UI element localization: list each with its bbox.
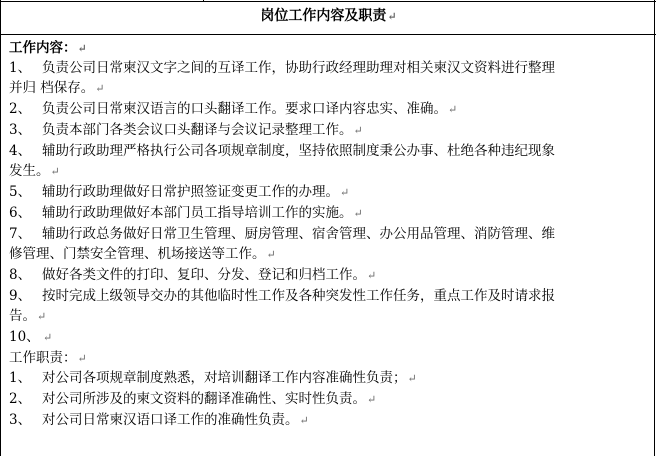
list-item-line [9,141,649,161]
list-item [9,265,649,286]
title-row [1,3,656,35]
list-item-text: 负责公司日常柬汉文字之间的互译工作，协助行政经理助理对相关柬汉文资料进行整理 [42,60,555,76]
paragraph-mark-icon: ↵ [353,207,363,220]
paragraph-mark-icon: ↵ [50,165,60,178]
paragraph-mark-icon: ↵ [37,310,47,323]
paragraph-mark-icon: ↵ [353,124,363,137]
list-item-number: 8、 [9,267,32,283]
list-item-text: 对公司日常柬汉语口译工作的准确性负责。 [42,412,299,428]
list-item-line [9,182,649,203]
list-item [9,368,649,389]
paragraph-mark-icon: ↵ [299,414,309,427]
content-heading [9,38,649,58]
list-item-number: 5、 [9,184,32,200]
list-item-text: 修管理、门禁安全管理、机场接送等工作。 [9,246,266,262]
content-list [9,58,649,348]
list-item-number: 3、 [9,412,32,428]
list-item [9,410,649,431]
list-item-number: 3、 [9,122,32,138]
list-item [9,58,649,99]
duty-heading-text: 工作职责： [9,350,77,366]
list-item-number: 6、 [9,205,32,221]
list-item-continuation [9,306,649,327]
list-item [9,182,649,203]
list-item-line [9,286,649,306]
list-item-continuation [9,244,649,265]
list-item-line [9,410,649,431]
list-item [9,120,649,141]
list-item-text: 按时完成上级领导交办的其他临时性工作及各种突发性工作任务，重点工作及时请求报 [42,288,555,304]
duty-heading [9,348,649,368]
list-item-number: 4、 [9,143,32,159]
content-heading-text: 工作内容： [9,40,77,56]
list-item-text: 并归 档保存。 [9,80,95,96]
list-item-text: 辅助行政助理做好本部门员工指导培训工作的实施。 [42,205,353,221]
paragraph-mark-icon: ↵ [266,248,276,261]
list-item-line [9,58,649,78]
list-item-text: 辅助行政总务做好日常卫生管理、厨房管理、宿舍管理、办公用品管理、消防管理、维 [42,226,555,242]
list-item [9,99,649,120]
paragraph-mark-icon: ↵ [448,103,458,116]
list-item-line [9,224,649,244]
paragraph-mark-icon: ↵ [77,352,87,365]
duty-list [9,368,649,431]
list-item-line [9,120,649,141]
list-item-number: 10、 [9,329,40,345]
paragraph-mark-icon: ↵ [43,331,53,344]
paragraph-mark-icon: ↵ [387,10,397,23]
paragraph-mark-icon: ↵ [407,372,417,385]
page-title: 岗位工作内容及职责 [260,8,387,24]
paragraph-mark-icon: ↵ [367,269,377,282]
list-item-text: 辅助行政助理严格执行公司各项规章制度，坚持依照制度秉公办事、杜绝各种违纪现象 [42,143,555,159]
list-item [9,203,649,224]
list-item-number: 9、 [9,288,32,304]
list-item-continuation [9,161,649,182]
list-item-text: 对公司各项规章制度熟悉，对培训翻译工作内容准确性负责； [42,370,407,386]
paragraph-mark-icon: ↵ [367,393,377,406]
list-item [9,327,649,348]
list-item-line [9,265,649,286]
list-item-number: 1、 [9,370,32,386]
paragraph-mark-icon: ↵ [95,82,105,95]
list-item-number: 1、 [9,60,32,76]
list-item-text: 做好各类文件的打印、复印、分发、登记和归档工作。 [42,267,366,283]
list-item-line [9,327,649,348]
list-item-line [9,389,649,410]
list-item-text: 辅助行政助理做好日常护照签证变更工作的办理。 [42,184,339,200]
paragraph-mark-icon: ↵ [77,42,87,55]
list-item-text: 告。 [9,308,36,324]
list-item-line [9,99,649,120]
list-item [9,224,649,265]
list-item-text: 负责公司日常柬汉语言的口头翻译工作。要求口译内容忠实、准确。 [42,101,447,117]
list-item-text: 对公司所涉及的柬文资料的翻译准确性、实时性负责。 [42,391,366,407]
list-item [9,389,649,410]
list-item-text: 发生。 [9,163,50,179]
list-item-text: 负责本部门各类会议口头翻译与会议记录整理工作。 [42,122,353,138]
list-item-number: 7、 [9,226,32,242]
list-item-continuation [9,78,649,99]
list-item-number: 2、 [9,101,32,117]
list-item-line [9,203,649,224]
paragraph-mark-icon: ↵ [340,186,350,199]
list-item [9,286,649,327]
list-item-number: 2、 [9,391,32,407]
list-item [9,141,649,182]
document-body [9,38,649,431]
list-item-line [9,368,649,389]
